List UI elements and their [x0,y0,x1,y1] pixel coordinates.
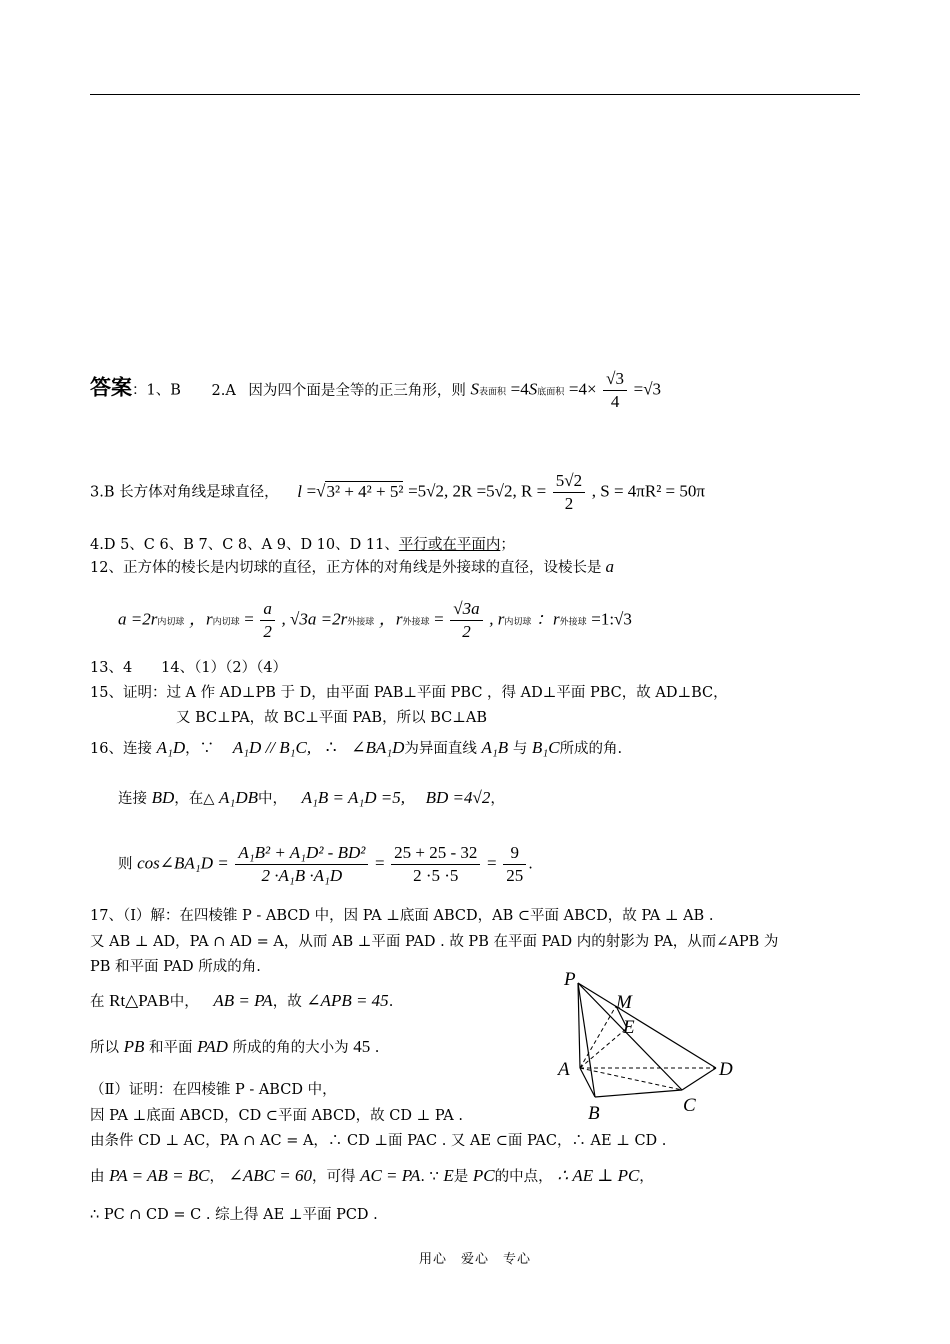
fraction [450,598,482,643]
math: S [528,379,538,399]
answer-line-15: 15、证明：过 A 作 AD⊥PB 于 D，由平面 PAB⊥平面 PBC ，得 AD⊥平面 PBC，故 AD⊥BC， [90,685,728,701]
fraction [391,842,480,887]
text: 与 [512,741,528,757]
text: 是 [453,1169,469,1185]
text: 3.B 长方体对角线是球直径， [90,484,279,501]
answer-line-13-14: 13、4 14、（1）（2）（4） [90,660,288,676]
text: 2.A [211,382,236,399]
answer-line-17-part2: （Ⅱ）证明：在四棱锥 P - ABCD 中， [90,1082,337,1098]
text: ，∵ [185,741,215,757]
answers-title: 答案 [90,375,132,400]
math: PC [472,1166,495,1185]
fraction [260,598,275,643]
answer-line-17-e [90,1034,379,1061]
numerator: A₁B² + A₁D² - BD² [235,842,368,865]
math-sub: 内切球 [212,617,240,628]
math: , √3a =2r [281,609,348,629]
segment-AM [580,1006,616,1068]
answer-line-17-part2-c: 由条件 CD ⊥ AC，PA ∩ AC = A，∴ CD ⊥面 PAC . 又 AE ⊂面 PAC，∴ AE ⊥ CD . [90,1133,667,1149]
answer-line-17: 17、（Ⅰ）解：在四棱锥 P - ABCD 中，因 PA ⊥底面 ABCD，AB ⊂平面 ABCD，故 PA ⊥ AB . [90,908,714,924]
text: 所以 [90,1040,119,1056]
text: 16、连接 [90,741,152,757]
answer-line-17-d [90,988,393,1015]
text: . [374,1040,380,1056]
text: . [528,856,533,873]
math: =4 [510,379,529,399]
answer-line-12 [90,557,614,578]
denominator: 4 [610,392,620,411]
segment-AE [580,1028,627,1068]
fraction [235,842,368,887]
math: = [374,853,385,873]
text: 和平面 [149,1040,193,1056]
answer-line-4-11 [90,535,515,555]
edge-CD [682,1068,716,1090]
math-sub: 内切球 [157,617,185,628]
denominator: 2 [462,622,471,641]
math: = [487,853,497,873]
text: 连接 [118,791,147,807]
answer-line-17-part2-b: 因 PA ⊥底面 ABCD，CD ⊂平面 ABCD，故 CD ⊥ PA . [90,1108,463,1124]
text: 则 [118,856,133,873]
label-B: B [588,1103,600,1124]
text: 的中点， [494,1169,553,1185]
math: = [434,609,444,629]
math: =1:√3 [591,609,632,629]
text: . [388,994,394,1010]
math: a =2r [118,609,158,629]
math: , r [489,609,505,629]
text: ，在△ [174,791,215,807]
edge-PD [578,983,716,1068]
math-sub: 表面积 [479,387,507,398]
math: ，r [378,609,403,629]
answer-line-17-part2-e: ∴ PC ∩ CD = C . 综上得 AE ⊥平面 PCD . [90,1207,378,1223]
math: = [244,609,254,629]
fraction [553,470,585,515]
math: AB = PA [213,991,273,1010]
pyramid-figure [550,965,750,1125]
text: 中， [258,791,288,807]
label-P: P [564,969,576,990]
text: 所成的角的大小为 [232,1040,349,1056]
label-C: C [683,1095,696,1116]
text: . ∵ [420,1169,439,1185]
numerator: 5√2 [553,470,585,493]
page-footer: 用心 爱心 专心 [418,1252,531,1267]
answer-line-16 [90,735,622,762]
answer-line-1 [90,368,661,413]
math: A₁D // B₁C, [232,738,312,757]
math: E [443,1166,454,1185]
text: 因为四个面是全等的正三角形，则 [248,382,466,399]
math-sub: 底面积 [537,387,565,398]
math: =√ [306,481,326,501]
math-radicand: 3² + 4² + 5² [326,481,404,501]
edge-AC [580,1068,682,1090]
answer-line-3 [90,470,705,515]
label-A: A [558,1059,570,1080]
answer-line-17-part2-d [90,1163,654,1190]
math: a [605,557,614,576]
text: 中， [169,994,199,1010]
text: ，故 [272,994,302,1010]
numerator: √3a [450,598,482,621]
answer-line-12-formula [118,598,632,643]
math: ∴ AE ⊥ PC [557,1166,640,1185]
math: BD =4√2 [425,788,491,807]
text: 在 [90,994,105,1010]
text: 所成的角. [559,741,623,757]
numerator: √3 [603,368,627,391]
math: l [297,481,302,501]
math: A₁DB [219,788,259,807]
numerator: a [260,598,275,621]
underlined-answer: 平行或在平面内 [398,537,501,553]
label-D: D [719,1059,733,1080]
answer-line-16-c [118,842,533,887]
math: PB [123,1037,145,1056]
answer-line-17-c: PB 和平面 PAD 所成的角. [90,959,261,975]
math: A₁B [481,738,509,757]
math: PA = AB = BC [109,1166,210,1185]
math: cos∠BA₁D = [137,853,229,873]
denominator: 2 [263,622,272,641]
text: ，可得 [311,1169,356,1185]
math: ∠APB = 45 [306,991,389,1010]
fraction [603,368,627,413]
answer-line-15-cont: 又 BC⊥PA，故 BC⊥平面 PAB，所以 BC⊥AB [176,710,487,726]
header-rule [90,94,860,95]
text: 12、正方体的棱长是内切球的直径，正方体的对角线是外接球的直径，设棱长是 [90,560,602,576]
denominator: 2 [564,494,574,513]
numerator: 9 [503,842,526,865]
math: BD [151,788,175,807]
text: 由 [90,1169,105,1185]
math-sub: 内切球 [504,617,532,628]
text: ； [500,537,515,553]
math: =5√2, 2R =5√2, R = [408,481,547,501]
math: AC = PA [360,1166,421,1185]
text: 为异面直线 [404,741,477,757]
label-E: E [623,1017,635,1038]
numerator: 25 + 25 - 32 [391,842,480,865]
math: ：r [535,609,560,629]
label-M: M [616,992,632,1013]
denominator: 2 ·A₁B ·A₁D [261,866,343,885]
math-sub: 外接球 [559,617,587,628]
math: B₁C [531,738,560,757]
text: 4.D 5、C 6、B 7、C 8、A 9、D 10、D 11、 [90,537,399,553]
math: , S = 4πR² = 50π [591,481,705,501]
text: ， [209,1169,225,1185]
text: ， [639,1169,654,1185]
math-sub: 外接球 [402,617,430,628]
math-sub: 外接球 [347,617,375,628]
math: ，r [188,609,213,629]
answer-line-17-b: 又 AB ⊥ AD，PA ∩ AD = A，从而 AB ⊥平面 PAD . 故 PB 在平面 PAD 内的射影为 PA，从而∠APB 为 [90,934,779,950]
math: ∴ [325,738,337,757]
math: Rt△PAB [109,991,170,1010]
answer-line-16-b [118,785,505,812]
fraction [503,842,526,887]
denominator: 25 [506,866,524,885]
math: A₁B = A₁D =5, [301,788,406,807]
math: 45 [353,1037,371,1056]
text: ：1、B [132,382,181,399]
denominator: 2 ·5 ·5 [413,866,459,885]
math: S [470,379,480,399]
math: ∠BA₁D [351,738,405,757]
text: ， [490,791,505,807]
math: PAD [197,1037,228,1056]
edge-BC [595,1090,682,1097]
math: ∠ABC = 60 [228,1166,312,1185]
math: A₁D [156,738,186,757]
math: =√3 [633,379,662,399]
math: =4× [568,379,597,399]
